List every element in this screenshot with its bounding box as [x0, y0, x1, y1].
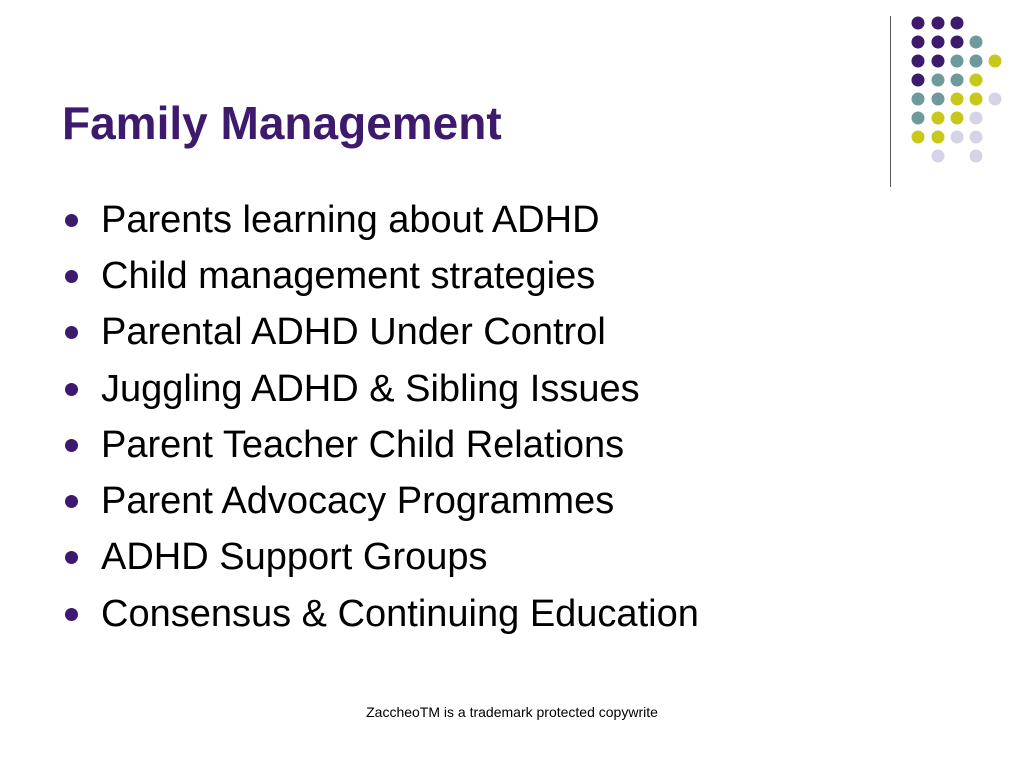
footer	[0, 704, 1024, 720]
bullet-dot-icon	[65, 326, 78, 339]
decor-dot	[951, 74, 964, 87]
decorative-dot-grid	[0, 0, 1024, 200]
decor-dot	[932, 74, 945, 87]
decor-dot	[970, 112, 983, 125]
decor-dot	[951, 131, 964, 144]
decor-dot	[932, 55, 945, 68]
bullet-item	[62, 586, 699, 642]
bullet-dot-icon	[65, 495, 78, 508]
bullet-dot-icon	[65, 214, 78, 227]
bullet-dot-icon	[65, 551, 78, 564]
bullet-text: Parent Advocacy Programmes	[101, 480, 615, 523]
decor-dot	[989, 93, 1002, 106]
decor-dot	[912, 93, 925, 106]
decor-dot	[932, 36, 945, 49]
decor-dot	[970, 36, 983, 49]
bullet-text: Parent Teacher Child Relations	[101, 423, 625, 466]
decor-dot	[989, 55, 1002, 68]
bullet-dot-icon	[65, 383, 78, 396]
decor-dot	[912, 74, 925, 87]
bullet-dot-icon	[65, 608, 78, 621]
bullet-text: Juggling ADHD & Sibling Issues	[101, 367, 640, 410]
bullet-text: Child management strategies	[101, 254, 596, 297]
bullet-item	[62, 530, 699, 586]
decor-dot	[912, 17, 925, 30]
bullet-item	[62, 248, 699, 304]
decor-dot	[951, 112, 964, 125]
decor-dot	[932, 112, 945, 125]
decor-dot	[970, 93, 983, 106]
decor-dot	[912, 36, 925, 49]
bullet-item	[62, 417, 699, 473]
bullet-dot-icon	[65, 270, 78, 283]
decor-dot	[951, 93, 964, 106]
decor-dot	[912, 112, 925, 125]
bullet-text: Parental ADHD Under Control	[101, 311, 606, 354]
decor-dot	[912, 131, 925, 144]
decor-dot	[970, 150, 983, 163]
decor-dot	[970, 74, 983, 87]
bullet-list	[62, 192, 699, 642]
decor-dot	[951, 55, 964, 68]
bullet-text: ADHD Support Groups	[101, 536, 488, 579]
footer-text: ZaccheoTM is a trademark protected copywrite	[366, 704, 658, 720]
slide-title: Family Management	[62, 97, 502, 149]
decor-dot	[970, 131, 983, 144]
bullet-dot-icon	[65, 439, 78, 452]
decor-dot	[932, 17, 945, 30]
bullet-item	[62, 305, 699, 361]
decor-dot	[951, 36, 964, 49]
decor-dot	[932, 131, 945, 144]
bullet-item	[62, 473, 699, 529]
decor-dot	[932, 93, 945, 106]
decor-dot	[970, 55, 983, 68]
bullet-text: Parents learning about ADHD	[101, 198, 600, 241]
decor-dot	[951, 17, 964, 30]
bullet-text: Consensus & Continuing Education	[101, 592, 699, 635]
decor-dot	[912, 55, 925, 68]
bullet-item	[62, 192, 699, 248]
bullet-item	[62, 361, 699, 417]
decor-dot	[932, 150, 945, 163]
